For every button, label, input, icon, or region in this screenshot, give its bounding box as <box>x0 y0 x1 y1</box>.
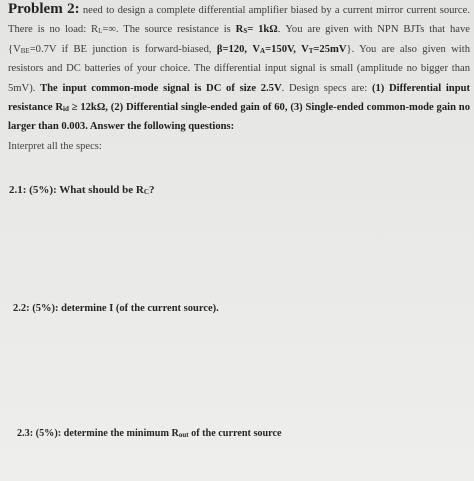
interpret-line: Interpret all the specs: <box>8 140 102 152</box>
subscript-s: S <box>243 27 248 36</box>
common-mode-spec: The input common-mode signal is DC of size 2.5V <box>40 82 282 94</box>
subscript-id: id <box>63 105 69 114</box>
subscript-c: C <box>143 188 149 196</box>
problem-text: need to design a complete differential amplifier biased by a current mirror current source. There is no load: R <box>8 5 470 36</box>
spec-text: (1) Differential input resistance R <box>8 82 471 114</box>
question-2-3-end: of the current source <box>188 428 282 439</box>
question-2-1 <box>9 184 154 196</box>
subscript-out: out <box>178 431 189 439</box>
problem-text: . You are given with NPN BJTs that have {V <box>8 24 470 55</box>
problem-paragraph <box>8 0 470 137</box>
problem-text: }. You are also given with resistors and DC batteries of your choice. The differential input signal is small (amplitude no bigger than 5mV). <box>8 43 470 94</box>
subscript-be: BE <box>20 46 30 55</box>
question-2-1-text: 2.1: (5%): What should be R <box>9 184 144 196</box>
source-resistance-value: = 1kΩ <box>247 24 278 36</box>
subscript-a: A <box>260 46 266 55</box>
problem-title: Problem 2: <box>8 1 80 17</box>
question-2-1-end: ? <box>148 184 155 196</box>
bjt-parameters <box>217 44 347 55</box>
source-resistance-symbol: R <box>235 24 244 36</box>
vt-value: =25mV <box>313 43 347 55</box>
beta-va-text: β=120, V <box>216 43 261 55</box>
problem-text: =∞. The source resistance is <box>102 24 236 36</box>
subscript-t: T <box>308 46 314 55</box>
question-2-2: 2.2: (5%): determine I (of the current source). <box>13 303 219 314</box>
question-2-3 <box>17 428 282 439</box>
spec-text-cont: ≥ 12kΩ, (2) Differential single-ended gain of 60, (3) Single-ended common-mode gain no larger than 0.003. Answer the following questions: <box>8 102 470 133</box>
question-2-3-text: 2.3: (5%): determine the minimum R <box>17 428 179 439</box>
problem-text: =0.7V if BE junction is forward-biased, <box>29 43 217 55</box>
problem-text: . Design specs are: <box>281 82 372 94</box>
source-resistance <box>236 24 278 35</box>
problem-statement <box>8 0 470 156</box>
va-vt-text: =150V, V <box>265 43 309 55</box>
subscript-l: L <box>98 27 103 36</box>
